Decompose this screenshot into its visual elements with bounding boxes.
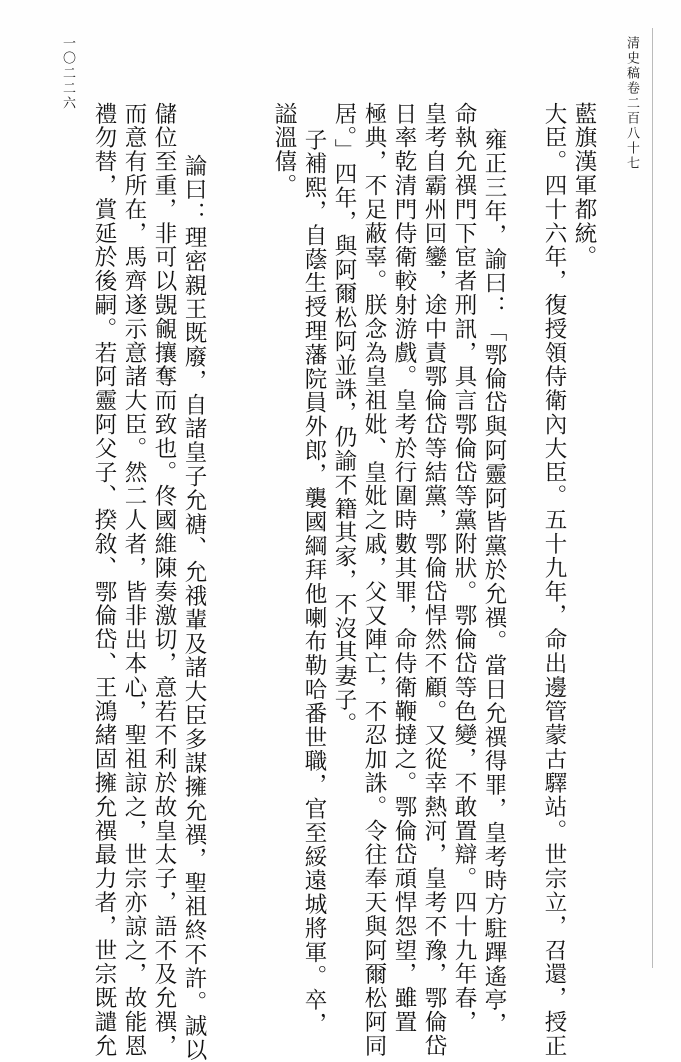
text-column: 謚溫僖。 <box>271 102 297 198</box>
text-column: 極典，不足蔽辜。朕念為皇祖妣、皇妣之戚，父又陣亡，不忍加誅。令往奉天與阿爾松阿同 <box>361 102 387 1058</box>
margin-rule <box>652 28 653 968</box>
text-column: 雍正三年，諭曰：「鄂倫岱與阿靈阿皆黨於允禩。當日允禩得罪，皇考時方駐蹕遙亭， <box>481 128 507 1037</box>
running-header: 清史稿卷二百八十七 <box>624 36 639 171</box>
text-column: 居。」四年，與阿爾松阿並誅，仍諭不籍其家，不沒其妻子。 <box>331 102 357 737</box>
text-column: 日率乾清門侍衛較射游戲。皇考於行圍時數其罪，命侍衛鞭撻之。鄂倫岱頑悍怨望，雖置 <box>391 102 417 1035</box>
text-column: 儲位至重，非可以覬覦攘奪而致也。佟國維陳奏激切，意若不利於故皇太子，語不及允禩， <box>151 102 177 1058</box>
text-column: 論曰：理密親王既廢，自諸皇子允禟、允䄉輩及諸大臣多謀擁允禩，聖祖終不許。誠以 <box>181 154 207 1062</box>
text-column: 大臣。四十六年，復授領侍衛內大臣。五十九年，命出邊管蒙古驛站。世宗立，召還，授正 <box>541 102 567 1058</box>
page-number: 一〇二二六 <box>60 36 75 111</box>
text-column: 命執允禩門下宦者刑訊，具言鄂倫岱等黨附狀。鄂倫岱等色變，不敢置辯。四十九年春， <box>451 102 477 1035</box>
text-column: 禮勿替，賞延於後嗣。若阿靈阿父子、揆敘、鄂倫岱、王鴻緒固擁允禩最力者，世宗既譴允 <box>91 102 117 1058</box>
text-column: 藍旗漢軍都統。 <box>571 102 597 270</box>
text-column: 而意有所在，馬齊遂示意諸大臣。然二人者，皆非出本心，聖祖諒之，世宗亦諒之，故能恩 <box>121 102 147 1058</box>
text-column: 子補熙，自蔭生授理藩院員外郎，襲國綱拜他喇布勒哈番世職，官至綏遠城將軍。卒， <box>301 128 327 1037</box>
text-column: 皇考自霸州回鑾，途中責鄂倫岱等結黨，鄂倫岱悍然不顧。又從幸熱河，皇考不豫，鄂倫岱 <box>421 102 447 1058</box>
